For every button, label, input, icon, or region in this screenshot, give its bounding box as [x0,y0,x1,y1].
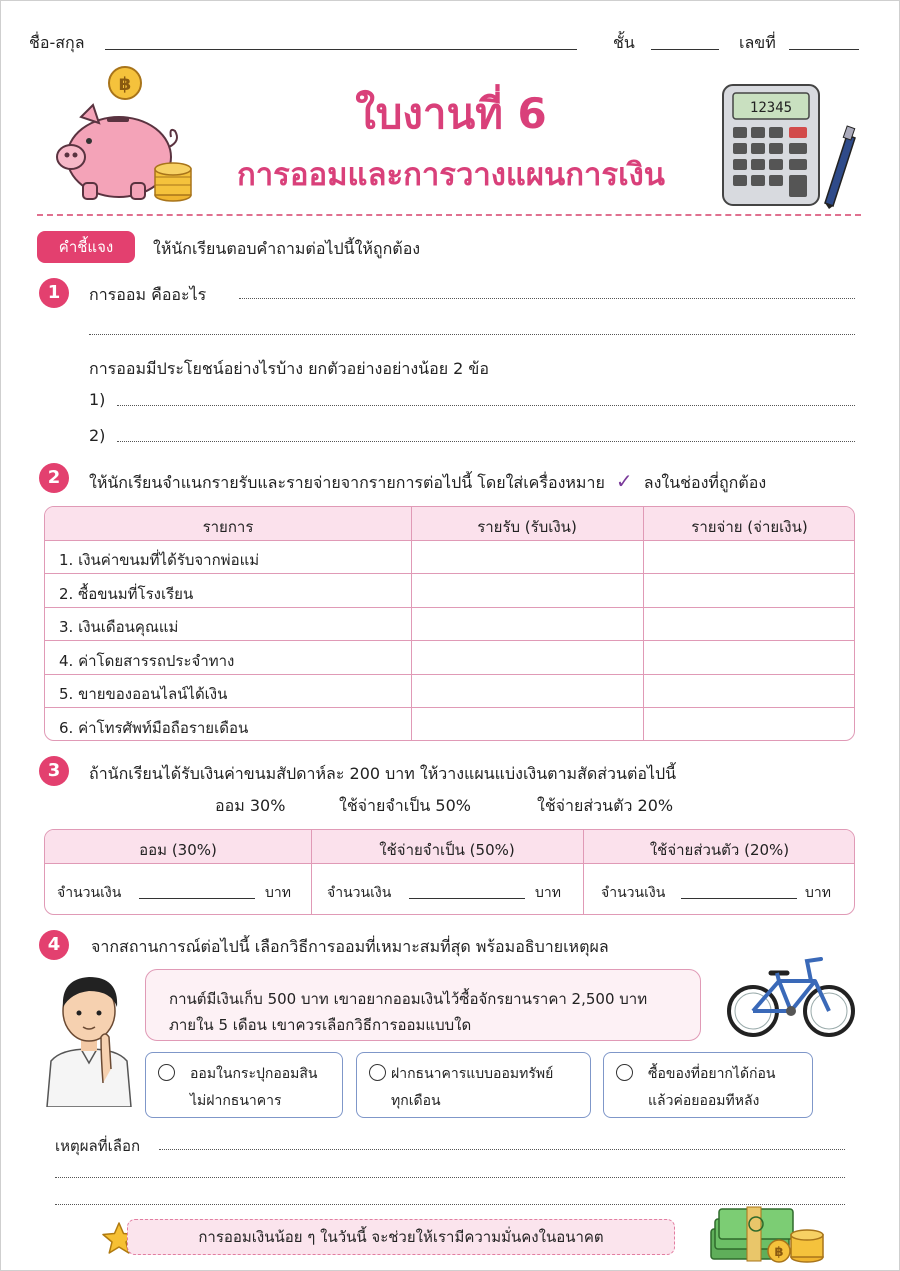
worksheet-title: ใบงานที่ 6 [355,89,547,138]
option-1-line-2: ไม่ฝากธนาคาร [190,1093,282,1109]
student-thinking-icon [41,965,137,1107]
option-2-line-2: ทุกเดือน [391,1093,441,1109]
question-number-2: 2 [39,463,69,493]
table-row: 4. ค่าโดยสารรถประจำทาง [59,652,235,670]
q2-question: ให้นักเรียนจำแนกรายรับและรายจ่ายจากรายการต่อไปนี้ โดยใส่เครื่องหมาย [89,473,605,492]
q1-item-2-label: 2) [89,426,106,445]
option-radio-3[interactable] [616,1064,633,1081]
q4-text: จากสถานการณ์ต่อไปนี้ เลือกวิธีการออมที่เหมาะสมที่สุด พร้อมอธิบายเหตุผล [91,937,609,956]
table-header-income: รายรับ (รับเงิน) [477,518,577,536]
scenario-line-1: กานต์มีเงินเก็บ 500 บาท เขาอยากออมเงินไว้ซื้อจักรยานราคา 2,500 บาท [169,990,648,1008]
money-coin-symbol: ฿ [774,1245,784,1260]
table-row: 2. ซื้อขนมที่โรงเรียน [59,585,194,603]
calculator-display: 12345 [749,100,793,116]
income-expense-table [44,506,855,741]
footer-slogan: การออมเงินน้อย ๆ ในวันนี้ จะช่วยให้เรามีความมั่นคงในอนาคต [127,1219,675,1255]
option-buy-first[interactable] [603,1052,813,1118]
option-savings-account[interactable] [356,1052,591,1118]
name-field[interactable] [105,49,577,50]
bicycle-icon [725,947,857,1041]
table-header-expense: รายจ่าย (จ่ายเงิน) [691,518,808,536]
q3-text: ถ้านักเรียนได้รับเงินค่าขนมสัปดาห์ละ 200 บาท ให้วางแผนแบ่งเงินตามสัดส่วนต่อไปนี้ [89,764,677,783]
reason-line-1[interactable] [159,1149,845,1150]
amount-label-personal: จำนวนเงิน [601,885,666,901]
unit-personal: บาท [805,885,831,901]
unit-necessary: บาท [535,885,561,901]
budget-header-personal: ใช้จ่ายส่วนตัว (20%) [649,841,790,859]
budget-header-saving: ออม (30%) [139,841,217,859]
q2-text [89,469,766,496]
instruction-badge: คำชี้แจง [37,231,135,263]
q1-answer-line-1[interactable] [239,298,855,299]
table-row: 5. ขายของออนไลน์ได้เงิน [59,685,228,703]
ratio-saving: ออม 30% [215,796,286,815]
budget-table [44,829,855,915]
amount-input-saving[interactable] [139,898,255,899]
amount-label-saving: จำนวนเงิน [57,885,122,901]
amount-input-personal[interactable] [681,898,797,899]
table-header-item: รายการ [202,518,254,536]
piggy-coin-symbol: ฿ [118,74,132,95]
option-piggy-bank[interactable] [145,1052,343,1118]
header-separator [37,214,861,216]
unit-saving: บาท [265,885,291,901]
amount-input-necessary[interactable] [409,898,525,899]
option-1-line-1: ออมในกระปุกออมสิน [190,1066,318,1082]
q1-answer-line-2[interactable] [89,334,855,335]
class-field[interactable] [651,49,719,50]
calculator-icon [719,81,859,209]
reason-line-2[interactable] [55,1177,845,1178]
question-number-3: 3 [39,756,69,786]
q1-sub-question: การออมมีประโยชน์อย่างไรบ้าง ยกตัวอย่างอย่างน้อย 2 ข้อ [89,359,489,378]
q2-question-end: ลงในช่องที่ถูกต้อง [643,473,767,492]
money-stack-icon [707,1199,827,1265]
ratio-personal: ใช้จ่ายส่วนตัว 20% [537,796,674,815]
worksheet-subtitle: การออมและการวางแผนการเงิน [237,157,665,193]
option-radio-2[interactable] [369,1064,386,1081]
table-row: 6. ค่าโทรศัพท์มือถือรายเดือน [59,719,249,737]
question-number-1: 1 [39,278,69,308]
reason-label: เหตุผลที่เลือก [55,1137,141,1155]
ratio-necessary: ใช้จ่ายจำเป็น 50% [339,796,471,815]
question-number-4: 4 [39,930,69,960]
table-row: 3. เงินเดือนคุณแม่ [59,618,179,636]
budget-header-necessary: ใช้จ่ายจำเป็น (50%) [379,841,515,859]
instruction-text: ให้นักเรียนตอบคำถามต่อไปนี้ให้ถูกต้อง [153,239,421,258]
number-label: เลขที่ [739,33,776,52]
q1-item-1-line[interactable] [117,405,855,406]
q1-item-1-label: 1) [89,390,106,409]
scenario-line-2: ภายใน 5 เดือน เขาควรเลือกวิธีการออมแบบใด [169,1016,472,1034]
option-3-line-2: แล้วค่อยออมทีหลัง [648,1093,760,1109]
name-label: ชื่อ-สกุล [29,33,85,52]
option-2-line-1: ฝากธนาคารแบบออมทรัพย์ [391,1066,554,1082]
check-mark-icon: ✓ [615,469,633,493]
q1-item-2-line[interactable] [117,441,855,442]
pen-icon [825,126,855,209]
table-row: 1. เงินค่าขนมที่ได้รับจากพ่อแม่ [59,551,260,569]
amount-label-necessary: จำนวนเงิน [327,885,392,901]
option-radio-1[interactable] [158,1064,175,1081]
option-3-line-1: ซื้อของที่อยากได้ก่อน [648,1066,776,1082]
number-field[interactable] [789,49,859,50]
q1-text: การออม คืออะไร [89,285,207,304]
class-label: ชั้น [613,33,635,52]
